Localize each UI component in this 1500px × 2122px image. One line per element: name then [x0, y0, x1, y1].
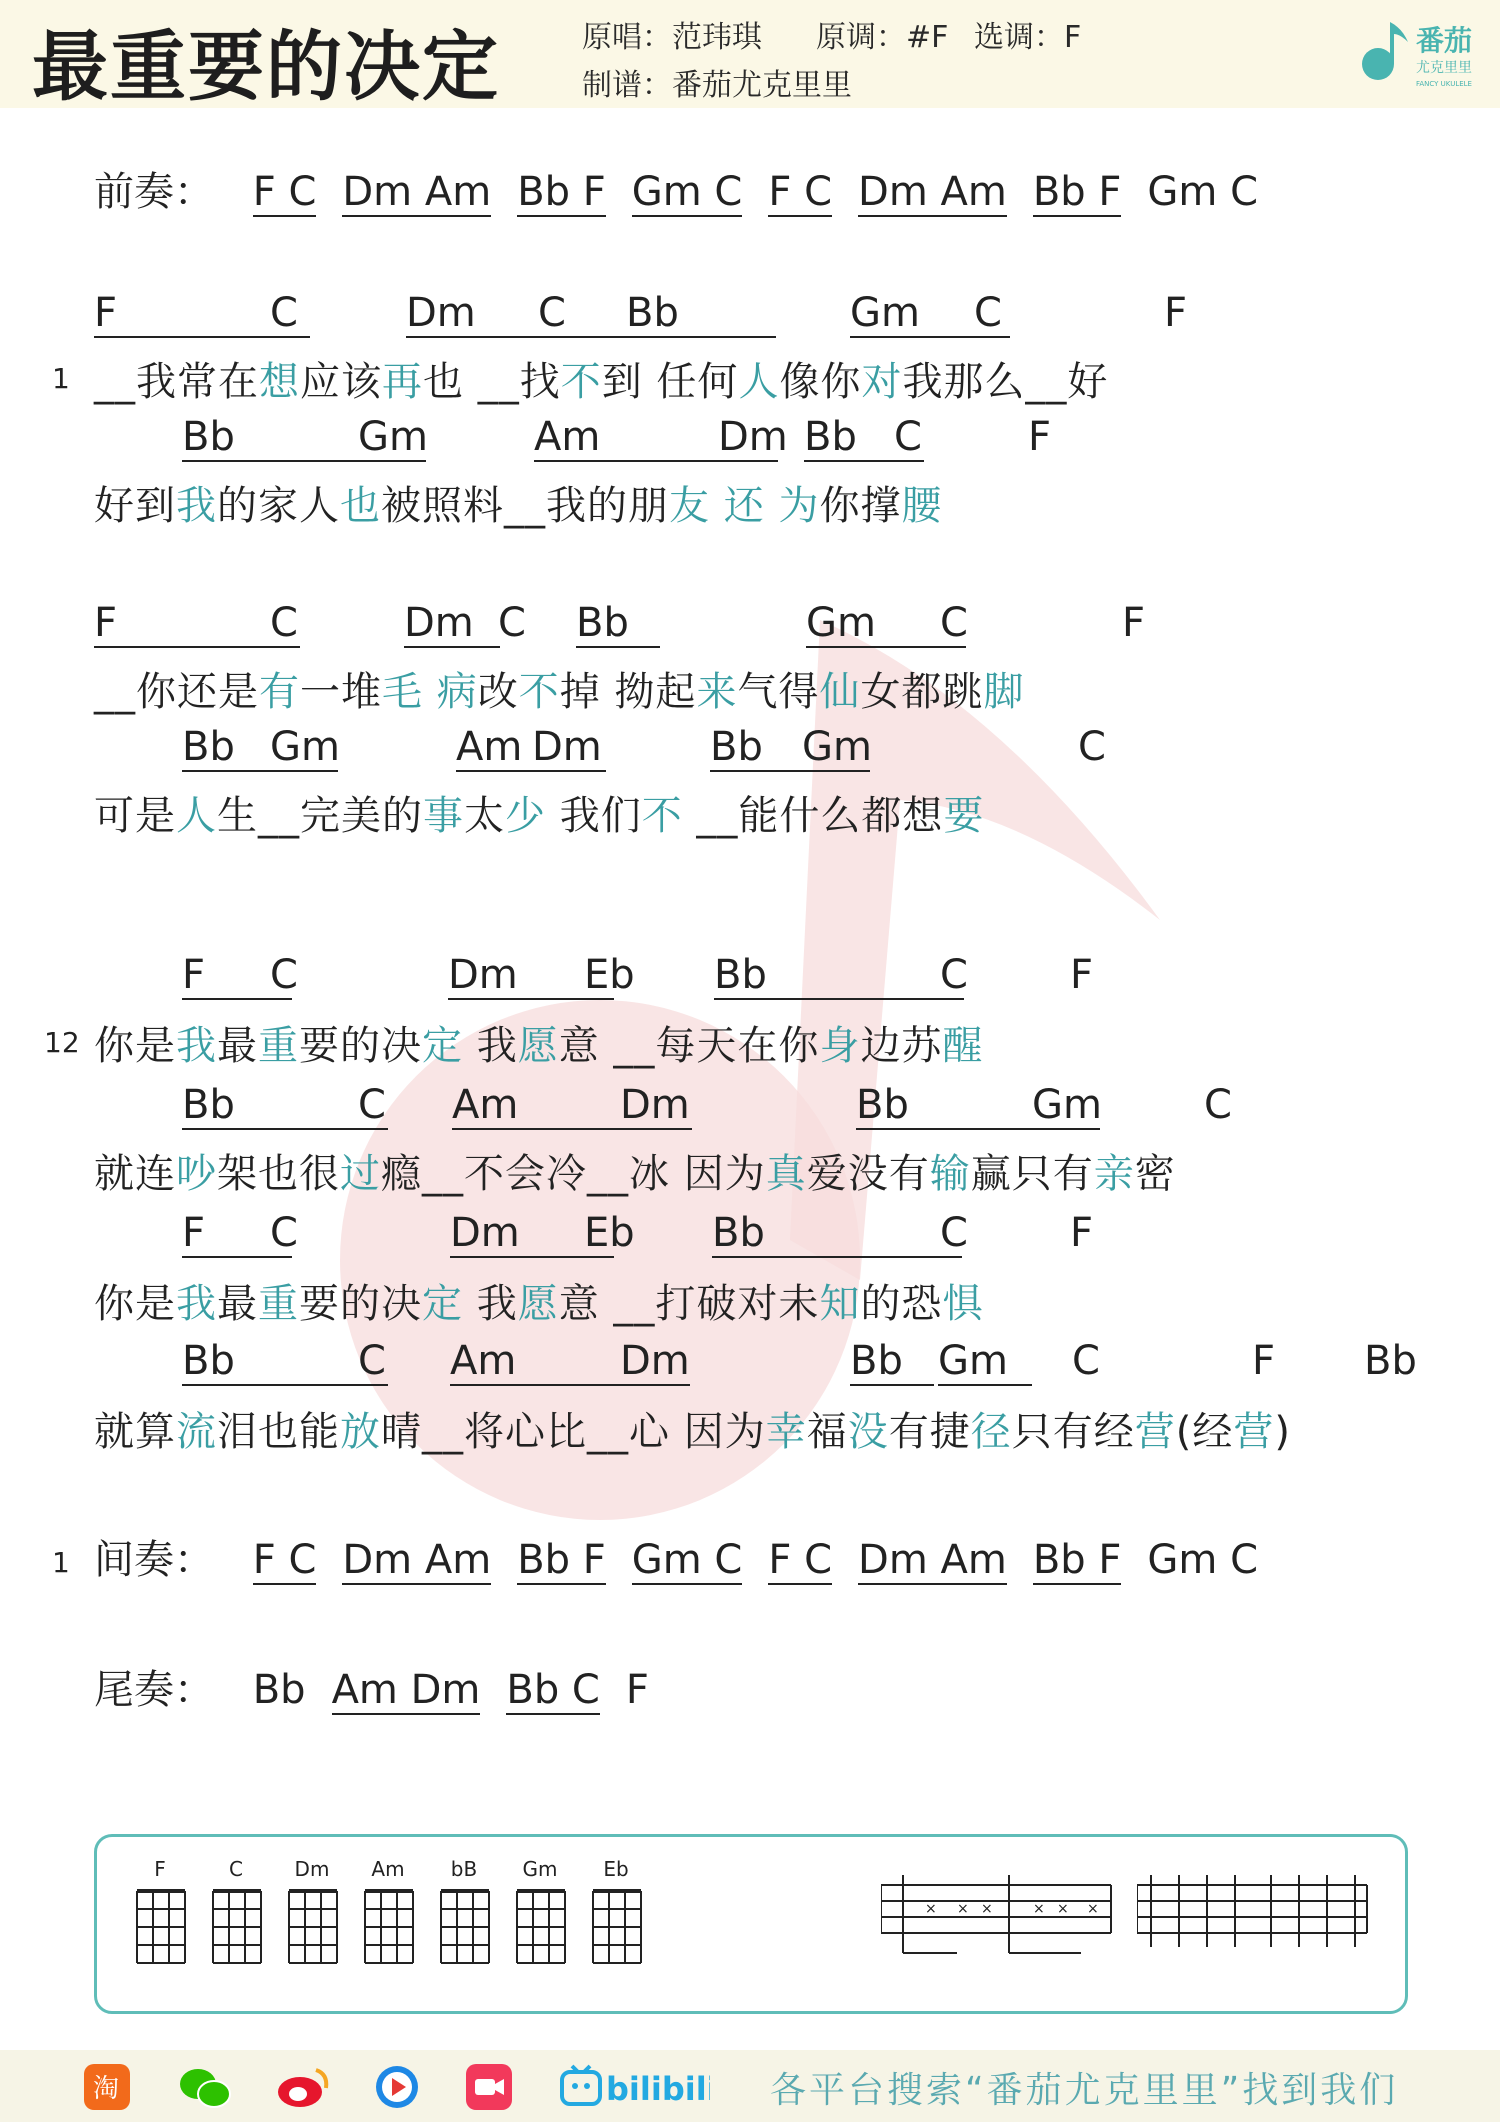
intro-chord-group: Gm C: [1147, 169, 1258, 215]
chord-bb: Bb: [710, 724, 870, 772]
interlude-chord-group: F C: [252, 1537, 317, 1583]
chord-gm: Gm: [358, 414, 428, 460]
lyric-highlight: 醒: [942, 1023, 984, 1069]
lyric-highlight: 重: [258, 1281, 299, 1327]
intro-chord-group: Dm Am: [342, 169, 492, 215]
strum-pattern-2-icon: [1137, 1875, 1377, 1965]
chord-dm: Dm: [532, 724, 602, 770]
lyric-text: 被照料__我的朋: [381, 483, 669, 529]
svg-text:×: ×: [1057, 1901, 1069, 1917]
chord-c: C: [358, 1338, 386, 1384]
chorus-chords-2: [94, 1082, 1444, 1138]
chord-f: F: [1028, 414, 1052, 460]
lyric-highlight: 我: [176, 483, 217, 529]
chord-bb: Bb: [856, 1082, 1100, 1130]
chorus-chords-4: [94, 1338, 1444, 1394]
lyric-text: 像你: [779, 359, 862, 405]
lyric-highlight: 毛: [382, 669, 423, 715]
lyric-highlight: 重: [258, 1023, 299, 1069]
lyric-text: 改: [477, 669, 519, 715]
lyric-highlight: 亲: [1093, 1151, 1135, 1197]
chord-dm: Dm: [448, 952, 614, 1000]
chord-bb: Bb: [714, 952, 964, 1000]
fretboard-icon: [505, 1881, 575, 1971]
lyric-text: 意 __每天在你: [558, 1023, 820, 1069]
chord-bb: Bb: [182, 414, 426, 462]
fretboard-icon: [581, 1881, 651, 1971]
lyric-text: 有捷: [888, 1409, 971, 1455]
lyric-highlight: 愿: [517, 1281, 559, 1327]
svg-text:番茄: 番茄: [1416, 24, 1473, 57]
lyric-highlight: 不: [641, 793, 683, 839]
intro-chord-group: F C: [252, 169, 317, 215]
verse1-lyric-3: [94, 660, 1024, 717]
chord-diagram: [201, 1857, 271, 1975]
lyric-highlight: 放: [340, 1409, 381, 1455]
chord-c: C: [1078, 724, 1106, 770]
lyric-highlight: 知: [819, 1281, 861, 1327]
fretboard-icon: [429, 1881, 499, 1971]
chorus-chords-3: [94, 1210, 1444, 1266]
chord-c: C: [1204, 1082, 1232, 1128]
verse-number: 1: [52, 362, 70, 395]
intro-label: 前奏：: [94, 169, 214, 215]
chord-am: Am: [452, 1082, 692, 1130]
lyric-text: 我: [463, 1281, 518, 1327]
lyric-text: 我们: [546, 793, 642, 839]
chord-dm: Dm: [620, 1082, 690, 1128]
chord-am: Am: [534, 414, 778, 462]
outro-line: [94, 1658, 649, 1715]
interlude-chord-group: Bb F: [1032, 1537, 1122, 1583]
chorus-number: 12: [44, 1026, 80, 1059]
lyric-highlight: 真: [765, 1151, 807, 1197]
lyric-text: 一堆: [300, 669, 382, 715]
lyric-highlight: 仙: [819, 669, 861, 715]
svg-text:淘: 淘: [93, 2074, 120, 2104]
footer-search-text: 各平台搜索“番茄尤克里里”找到我们: [770, 2070, 1399, 2111]
interlude-number: 1: [52, 1546, 70, 1579]
lyric-text: 应该: [300, 359, 382, 405]
chord-diagram-name: Gm: [522, 1857, 558, 1881]
chord-bb: Bb: [712, 1210, 962, 1258]
lyric-text: 最: [217, 1023, 258, 1069]
chord-f: F: [94, 600, 300, 648]
chord-gm: Gm: [938, 1338, 1032, 1386]
verse1-chords-4: [94, 724, 1444, 780]
svg-text:×: ×: [981, 1901, 993, 1917]
chord-c: C: [1072, 1338, 1100, 1384]
lyric-text: 太: [464, 793, 505, 839]
lyric-highlight: 营: [1134, 1409, 1176, 1455]
verse1-chords-3: [94, 600, 1444, 656]
chord-diagram: [505, 1857, 575, 1975]
chord-gm: Gm: [270, 724, 340, 770]
lyric-text: 可是: [94, 793, 176, 839]
taobao-icon[interactable]: [84, 2064, 130, 2110]
lyric-text: __你还是: [94, 669, 259, 715]
chorus-chords-1: [94, 952, 1444, 1008]
lyric-text: 晴__将心比__心 因为: [381, 1409, 766, 1455]
lyric-highlight: 为: [778, 483, 820, 529]
chord-bb: Bb: [850, 1338, 934, 1386]
chord-c: C: [498, 600, 526, 646]
chord-bb: Bb: [576, 600, 660, 648]
chord-c: C: [358, 1082, 386, 1128]
chord-f: F: [182, 1210, 292, 1258]
lyric-text: 密: [1134, 1151, 1176, 1197]
chord-f: F: [1070, 1210, 1094, 1256]
chord-dm: Dm: [404, 600, 500, 648]
lyric-highlight: 不: [518, 669, 560, 715]
lyric-text: 你是: [94, 1281, 176, 1327]
chorus-lyric-4: [94, 1400, 1291, 1457]
lyric-highlight: 还: [723, 483, 765, 529]
lyric-text: __能什么都想: [682, 793, 944, 839]
original-singer: 原唱：范玮琪: [582, 20, 762, 55]
strum-pattern-1-icon: [881, 1875, 1121, 1965]
lyric-highlight: 不: [560, 359, 602, 405]
chord-diagram-name: Eb: [603, 1857, 629, 1881]
chord-diagram-name: F: [154, 1857, 166, 1881]
chord-bb: Bb: [182, 1338, 388, 1386]
chord-f: F: [182, 952, 292, 1000]
lyric-highlight: 来: [696, 669, 738, 715]
chord-am: Am: [450, 1338, 690, 1386]
chorus-lyric-1: [94, 1014, 983, 1071]
lyric-highlight: 惧: [942, 1281, 984, 1327]
lyric-highlight: 少: [505, 793, 546, 839]
chord-c: C: [940, 600, 968, 646]
chord-diagram: [125, 1857, 195, 1975]
lyric-text: __我常在: [94, 359, 259, 405]
lyric-text: 的家人: [217, 483, 340, 529]
interlude-chord-group: Gm C: [1147, 1537, 1258, 1583]
lyric-text: (经: [1175, 1409, 1234, 1455]
lyric-text: 要的决: [299, 1281, 422, 1327]
intro-line: [94, 160, 1258, 217]
chord-c: C: [940, 1210, 968, 1256]
outro-label: 尾奏：: [94, 1667, 214, 1713]
lyric-text: 你撑: [819, 483, 902, 529]
verse1-chords-1: [94, 290, 1444, 346]
lyric-highlight: 没: [847, 1409, 889, 1455]
lyric-text: 赢只有: [970, 1151, 1094, 1197]
interlude-chord-group: Dm Am: [858, 1537, 1007, 1583]
lyric-text: [710, 483, 724, 529]
svg-text:×: ×: [1087, 1901, 1099, 1917]
chord-c: C: [270, 290, 298, 336]
interlude-chord-group: Bb F: [517, 1537, 606, 1583]
lyric-highlight: 幸: [765, 1409, 807, 1455]
chord-f: F: [1122, 600, 1146, 646]
chord-c: C: [538, 290, 566, 336]
fretboard-icon: [277, 1881, 347, 1971]
song-title: 最重要的决定: [32, 22, 500, 111]
lyric-text: 就连: [94, 1151, 176, 1197]
lyric-text: 爱没有: [806, 1151, 930, 1197]
chord-diagram-name: bB: [450, 1857, 478, 1881]
verse1-lyric-2: [94, 474, 942, 531]
lyric-highlight: 再: [382, 359, 423, 405]
lyric-text: 只有经: [1011, 1409, 1135, 1455]
chord-dm: Dm: [718, 414, 788, 460]
chord-f: F: [1164, 290, 1188, 336]
fretboard-icon: [201, 1881, 271, 1971]
lyric-highlight: 友: [669, 483, 710, 529]
lyric-text: [423, 669, 437, 715]
chord-am: Am: [456, 724, 606, 772]
lyric-text: 架也很: [217, 1151, 340, 1197]
fretboard-icon: [125, 1881, 195, 1971]
chord-c: C: [270, 952, 298, 998]
lyric-text: 女都跳: [860, 669, 984, 715]
video-play-icon[interactable]: [374, 2064, 420, 2110]
lyric-text: 我那么__好: [902, 359, 1109, 405]
outro-chord-group: Bb: [252, 1667, 306, 1713]
svg-text:×: ×: [957, 1901, 969, 1917]
lyric-text: 福: [806, 1409, 848, 1455]
lyric-text: 的恐: [860, 1281, 943, 1327]
lyric-highlight: 腰: [901, 483, 943, 529]
chord-diagram-name: Am: [371, 1857, 405, 1881]
intro-chord-group: Bb F: [1032, 169, 1122, 215]
lyric-highlight: 径: [970, 1409, 1012, 1455]
verse1-lyric-1: [94, 350, 1108, 407]
lyric-highlight: 脚: [983, 669, 1025, 715]
interlude-label: 间奏：: [94, 1537, 214, 1583]
chord-bb: Bb: [182, 724, 338, 772]
lyric-highlight: 定: [422, 1023, 463, 1069]
lyric-text: 我: [463, 1023, 518, 1069]
outro-chord-group: Bb C: [506, 1667, 600, 1713]
svg-text:×: ×: [925, 1901, 937, 1917]
lyric-text: 边苏: [860, 1023, 943, 1069]
lyric-highlight: 输: [929, 1151, 971, 1197]
original-key: 原调：#F: [816, 20, 949, 55]
lyric-highlight: 愿: [517, 1023, 559, 1069]
fretboard-icon: [353, 1881, 423, 1971]
brand-logo: [1350, 14, 1490, 92]
chorus-lyric-2: [94, 1142, 1176, 1199]
lyric-highlight: 要: [943, 793, 985, 839]
chord-dm: Dm: [620, 1338, 690, 1384]
chord-c: C: [940, 952, 968, 998]
interlude-chord-group: F C: [768, 1537, 833, 1583]
lyric-highlight: 定: [422, 1281, 463, 1327]
lyric-highlight: 人: [738, 359, 780, 405]
lyric-text: ): [1274, 1409, 1291, 1455]
chord-eb: Eb: [584, 1210, 635, 1256]
chord-diagram-name: Dm: [294, 1857, 330, 1881]
lyric-text: 意 __打破对未: [558, 1281, 820, 1327]
lyric-highlight: 病: [436, 669, 478, 715]
weibo-icon[interactable]: [276, 2064, 322, 2110]
lyric-text: 瘾__不会冷__冰 因为: [381, 1151, 766, 1197]
outro-chord-group: F: [625, 1667, 649, 1713]
chord-dm: Dm: [450, 1210, 614, 1258]
chord-f: F: [1252, 1338, 1276, 1384]
note-logo-icon: [1350, 14, 1490, 92]
lyric-text: 掉 拗起: [559, 669, 697, 715]
interlude-chord-group: Gm C: [631, 1537, 743, 1583]
lyric-text: 好到: [94, 483, 176, 529]
verse1-lyric-4: [94, 784, 984, 841]
lyric-highlight: 流: [176, 1409, 217, 1455]
chord-bb: Bb: [626, 290, 679, 336]
chord-diagram-panel: [94, 1834, 1408, 2014]
chord-eb: Eb: [584, 952, 635, 998]
chord-diagram: [353, 1857, 423, 1975]
intro-chord-group: Gm C: [631, 169, 743, 215]
chord-diagram: [277, 1857, 347, 1975]
lyric-highlight: 对: [861, 359, 903, 405]
lyric-highlight: 事: [423, 793, 464, 839]
bilibili-icon[interactable]: [560, 2064, 710, 2110]
lyric-highlight: 也: [340, 483, 381, 529]
lyric-text: 生__完美的: [217, 793, 423, 839]
chord-diagram: [429, 1857, 499, 1975]
lyric-text: 泪也能: [217, 1409, 340, 1455]
chord-gm: Gm: [806, 600, 966, 648]
lyric-text: 气得: [737, 669, 820, 715]
chord-bb: Bb: [804, 414, 924, 462]
chord-c: C: [894, 414, 922, 460]
chord-dm: Dm: [406, 290, 776, 338]
lyric-text: 要的决: [299, 1023, 422, 1069]
svg-text:bilibili: bilibili: [606, 2070, 710, 2108]
kuaishou-icon[interactable]: [466, 2064, 512, 2110]
chord-f: F: [1070, 952, 1094, 998]
chorus-lyric-3: [94, 1272, 983, 1329]
svg-text:×: ×: [1033, 1901, 1045, 1917]
lyric-text: [765, 483, 779, 529]
lyric-highlight: 想: [259, 359, 300, 405]
chord-c: C: [974, 290, 1002, 336]
intro-chord-group: F C: [768, 169, 833, 215]
lyric-text: 你是: [94, 1023, 176, 1069]
svg-text:尤克里里: 尤克里里: [1416, 60, 1472, 76]
lyric-highlight: 我: [176, 1281, 217, 1327]
verse1-chords-2: [94, 414, 1444, 470]
chord-f: F: [94, 290, 310, 338]
chosen-key: 选调：F: [974, 20, 1082, 55]
svg-text:FANCY UKULELE: FANCY UKULELE: [1416, 80, 1472, 88]
interlude-chord-group: Dm Am: [342, 1537, 492, 1583]
lyric-highlight: 我: [176, 1023, 217, 1069]
lyric-highlight: 吵: [176, 1151, 217, 1197]
lyric-highlight: 人: [176, 793, 217, 839]
intro-chord-group: Dm Am: [858, 169, 1007, 215]
lyric-text: 到 任何: [601, 359, 739, 405]
lyric-highlight: 身: [819, 1023, 861, 1069]
chord-bb: Bb: [182, 1082, 388, 1130]
arranger: 制谱：番茄尤克里里: [582, 68, 852, 103]
interlude-line: [94, 1528, 1258, 1585]
lyric-text: 就算: [94, 1409, 176, 1455]
chord-diagram: [581, 1857, 651, 1975]
lyric-text: 也 __找: [423, 359, 561, 405]
outro-chord-group: Am Dm: [331, 1667, 481, 1713]
chord-diagram-name: C: [229, 1857, 243, 1881]
chord-gm: Gm: [850, 290, 1010, 338]
chord-gm: Gm: [1032, 1082, 1102, 1128]
lyric-highlight: 过: [340, 1151, 381, 1197]
intro-chord-group: Bb F: [517, 169, 606, 215]
chord-c: C: [270, 1210, 298, 1256]
chord-bb: Bb: [1364, 1338, 1417, 1384]
wechat-icon[interactable]: [178, 2064, 224, 2110]
lyric-highlight: 营: [1233, 1409, 1275, 1455]
lyric-highlight: 有: [259, 669, 300, 715]
chord-gm: Gm: [802, 724, 872, 770]
chord-c: C: [270, 600, 298, 646]
lyric-text: 最: [217, 1281, 258, 1327]
